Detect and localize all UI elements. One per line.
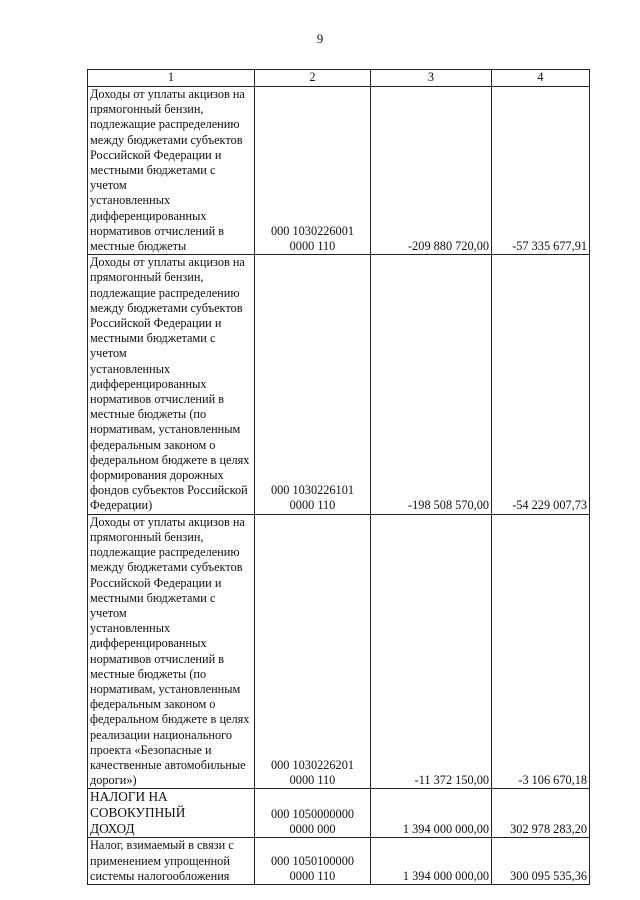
table-row xyxy=(88,514,590,789)
row-code: 000 1030226101 0000 110 xyxy=(255,255,371,514)
header-cell-2: 2 xyxy=(255,70,371,87)
row-name: Доходы от уплаты акцизов на прямогонный бензин, подлежащие распределению между бюджетами субъектов Российской Федерации и местными бюджетами с учетом установленных дифференцированных нормативов отчислений в местные бюджеты xyxy=(88,87,255,255)
row-plan-amount: -11 372 150,00 xyxy=(371,514,492,789)
row-name: Налог, взимаемый в связи с применением упрощенной системы налогообложения xyxy=(88,838,255,885)
budget-table xyxy=(87,69,590,885)
header-cell-4: 4 xyxy=(492,70,590,87)
table-row xyxy=(88,838,590,885)
table-row xyxy=(88,789,590,838)
row-actual-amount: 302 978 283,20 xyxy=(492,789,590,838)
header-cell-1: 1 xyxy=(88,70,255,87)
row-code: 000 1030226201 0000 110 xyxy=(255,514,371,789)
header-cell-3: 3 xyxy=(371,70,492,87)
row-plan-amount: 1 394 000 000,00 xyxy=(371,789,492,838)
row-actual-amount: -57 335 677,91 xyxy=(492,87,590,255)
table-row xyxy=(88,87,590,255)
row-plan-amount: -209 880 720,00 xyxy=(371,87,492,255)
row-plan-amount: 1 394 000 000,00 xyxy=(371,838,492,885)
row-name: НАЛОГИ НА СОВОКУПНЫЙ ДОХОД xyxy=(88,789,255,838)
row-actual-amount: -3 106 670,18 xyxy=(492,514,590,789)
row-code: 000 1050000000 0000 000 xyxy=(255,789,371,838)
row-plan-amount: -198 508 570,00 xyxy=(371,255,492,514)
row-code: 000 1050100000 0000 110 xyxy=(255,838,371,885)
page-number: 9 xyxy=(316,31,324,46)
table-row xyxy=(88,255,590,514)
row-name: Доходы от уплаты акцизов на прямогонный бензин, подлежащие распределению между бюджетами субъектов Российской Федерации и местными бюджетами с учетом установленных дифференцированных нормативов отчислений в местные бюджеты (по нормативам, установленным федеральным законом о федеральном бюджете в целях формирования дорожных фондов субъектов Российской Федерации) xyxy=(88,255,255,514)
row-actual-amount: 300 095 535,36 xyxy=(492,838,590,885)
table-header-row xyxy=(88,70,590,87)
row-actual-amount: -54 229 007,73 xyxy=(492,255,590,514)
row-name: Доходы от уплаты акцизов на прямогонный бензин, подлежащие распределению между бюджетами субъектов Российской Федерации и местными бюджетами с учетом установленных дифференцированных нормативов отчислений в местные бюджеты (по нормативам, установленным федеральным законом о федеральном бюджете в целях реализации национального проекта «Безопасные и качественные автомобильные дороги») xyxy=(88,514,255,789)
row-code: 000 1030226001 0000 110 xyxy=(255,87,371,255)
